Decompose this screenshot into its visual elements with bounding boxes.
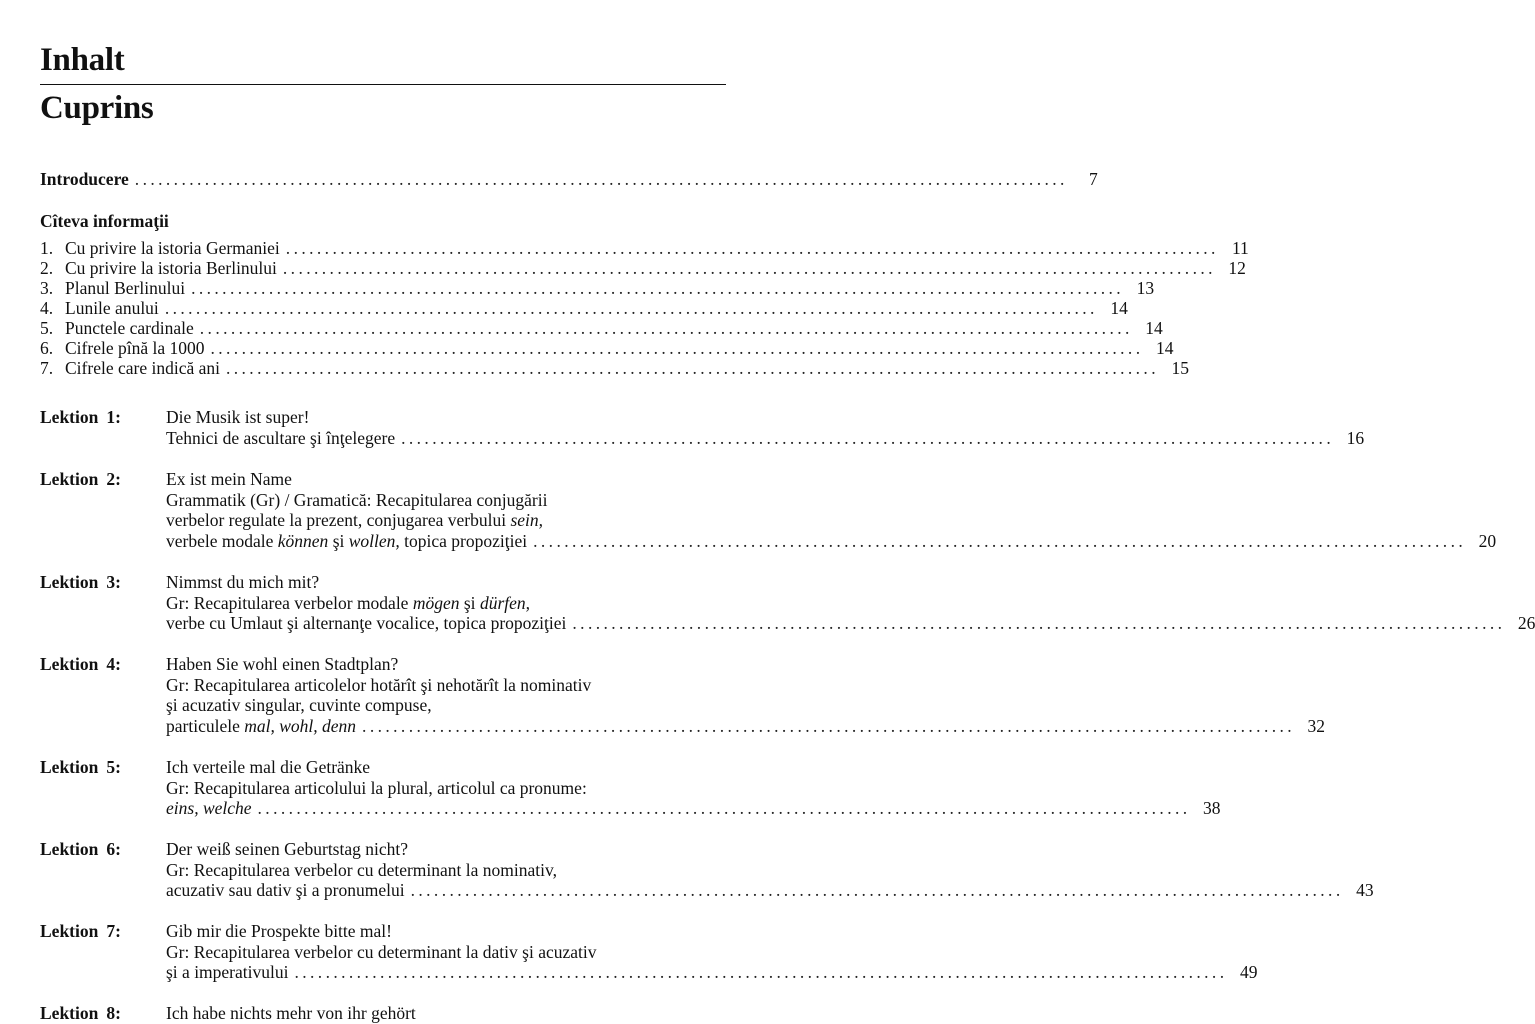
toc-entry-info-6: 6. Cifrele pînă la 1000 ........................................................................................................................ 14 (40, 338, 1174, 358)
lesson-last-line: particulele mal, wohl, denn ........................................................................................................................ 32 (166, 715, 1326, 736)
dot-leader: ........................................................................................................................ (210, 338, 1144, 358)
lesson-title: Der weiß seinen Geburtstag nicht? (166, 839, 409, 859)
lesson-entry-6: Der weiß seinen Geburtstag nicht? Gr: Recapitularea verbelor cu determinant la nominativ, acuzativ sau dativ şi a pronumelui ........................................................................................................................ 43 (166, 839, 1374, 900)
lesson-entry-5: Ich verteile mal die Getränke Gr: Recapitularea articolului la plural, articolul ca pronume: eins, welche ........................................................................................................................ 38 (166, 757, 1221, 818)
heading-cuprins: Cuprins (40, 90, 154, 126)
heading-inhalt: Inhalt (40, 42, 125, 78)
lesson-entry-8 (166, 1003, 726, 1024)
heading-divider (40, 84, 726, 85)
lesson-label-1: Lektion 1: (40, 407, 121, 427)
toc-entry-info-5: 5. Punctele cardinale ........................................................................................................................ 14 (40, 318, 1163, 338)
toc-entry-introducere (40, 169, 1098, 190)
lesson-label-7: Lektion 7: (40, 921, 121, 941)
dot-leader: ........................................................................................................................ (257, 798, 1191, 818)
lesson-last-line: verbe cu Umlaut şi alternanţe vocalice, topica propoziţiei ........................................................................................................................ 26 (166, 613, 1535, 633)
lesson-entry-3: Nimmst du mich mit? Gr: Recapitularea verbelor modale mögen şi dürfen, verbe cu Umlaut şi alternanţe vocalice, topica propoziţiei ........................................................................................................................ 26 (166, 572, 1535, 633)
dot-leader: ........................................................................................................................ (533, 530, 1467, 551)
lesson-title: Haben Sie wohl einen Stadtplan? (166, 654, 399, 674)
lesson-title: Ich habe nichts mehr von ihr gehört (166, 1003, 416, 1023)
dot-leader: ........................................................................................................................ (282, 258, 1216, 278)
lesson-title: Ex ist mein Name (166, 469, 292, 489)
lesson-title: Die Musik ist super! (166, 407, 310, 427)
toc-entry-info-2: 2. Cu privire la istoria Berlinului ........................................................................................................................ 12 (40, 258, 1246, 278)
lesson-last-line: eins, welche ........................................................................................................................ 38 (166, 798, 1221, 818)
entry-label: Introducere (40, 169, 129, 189)
dot-leader: ........................................................................................................................ (294, 962, 1228, 982)
toc-entry-info-1: 1. Cu privire la istoria Germaniei ........................................................................................................................ 11 (40, 238, 1249, 258)
lesson-label-5: Lektion 5: (40, 757, 121, 777)
dot-leader: ........................................................................................................................ (401, 427, 1335, 448)
lesson-last-line: verbele modale können şi wollen, topica propoziţiei ........................................................................................................................ 20 (166, 530, 1497, 551)
dot-leader: ........................................................................................................................ (225, 358, 1159, 378)
lesson-label-2: Lektion 2: (40, 469, 121, 489)
dot-leader: ........................................................................................................................ (199, 318, 1133, 338)
dot-leader: ........................................................................................................................ (572, 613, 1506, 633)
lesson-last-line: şi a imperativului ........................................................................................................................ 49 (166, 962, 1258, 982)
lesson-title: Gib mir die Prospekte bitte mal! (166, 921, 392, 941)
entry-page: 7 (1089, 169, 1098, 189)
toc-entry-info-7: 7. Cifrele care indică ani ........................................................................................................................ 15 (40, 358, 1189, 378)
dot-leader: ........................................................................................................................ (191, 278, 1125, 298)
toc-entry-info-3: 3. Planul Berlinului ........................................................................................................................ 13 (40, 278, 1155, 298)
dot-leader: ........................................................................................................................ (164, 298, 1098, 318)
lesson-label-4: Lektion 4: (40, 654, 121, 674)
lesson-entry-1 (166, 407, 1365, 448)
lesson-last-line: acuzativ sau dativ şi a pronumelui ........................................................................................................................ 43 (166, 880, 1374, 900)
section-title-informatii: Cîteva informaţii (40, 211, 169, 231)
lesson-last-line: Tehnici de ascultare şi înţelegere ........................................................................................................................ 16 (166, 427, 1365, 448)
lesson-entry-2: Ex ist mein Name Grammatik (Gr) / Gramatică: Recapitularea conjugării verbelor regulate la prezent, conjugarea verbului sein, verbele modale können şi wollen, topica propoziţiei ........................................................................................................................ 20 (166, 469, 1497, 551)
dot-leader: ........................................................................................................................ (134, 169, 1068, 189)
lesson-title: Nimmst du mich mit? (166, 572, 320, 592)
dot-leader: ........................................................................................................................ (410, 880, 1344, 900)
dot-leader: ........................................................................................................................ (285, 238, 1219, 258)
dot-leader: ........................................................................................................................ (362, 715, 1296, 736)
lesson-entry-7: Gib mir die Prospekte bitte mal! Gr: Recapitularea verbelor cu determinant la dativ şi acuzativ şi a imperativului ........................................................................................................................ 49 (166, 921, 1258, 982)
lesson-title: Ich verteile mal die Getränke (166, 757, 371, 777)
lesson-label-6: Lektion 6: (40, 839, 121, 859)
lesson-label-8: Lektion 8: (40, 1003, 121, 1023)
toc-entry-info-4: 4. Lunile anului ........................................................................................................................ 14 (40, 298, 1128, 318)
lesson-label-3: Lektion 3: (40, 572, 121, 592)
lesson-entry-4: Haben Sie wohl einen Stadtplan? Gr: Recapitularea articolelor hotărît şi nehotărît la nominativ şi acuzativ singular, cuvinte compuse, particulele mal, wohl, denn ........................................................................................................................ 32 (166, 654, 1326, 736)
